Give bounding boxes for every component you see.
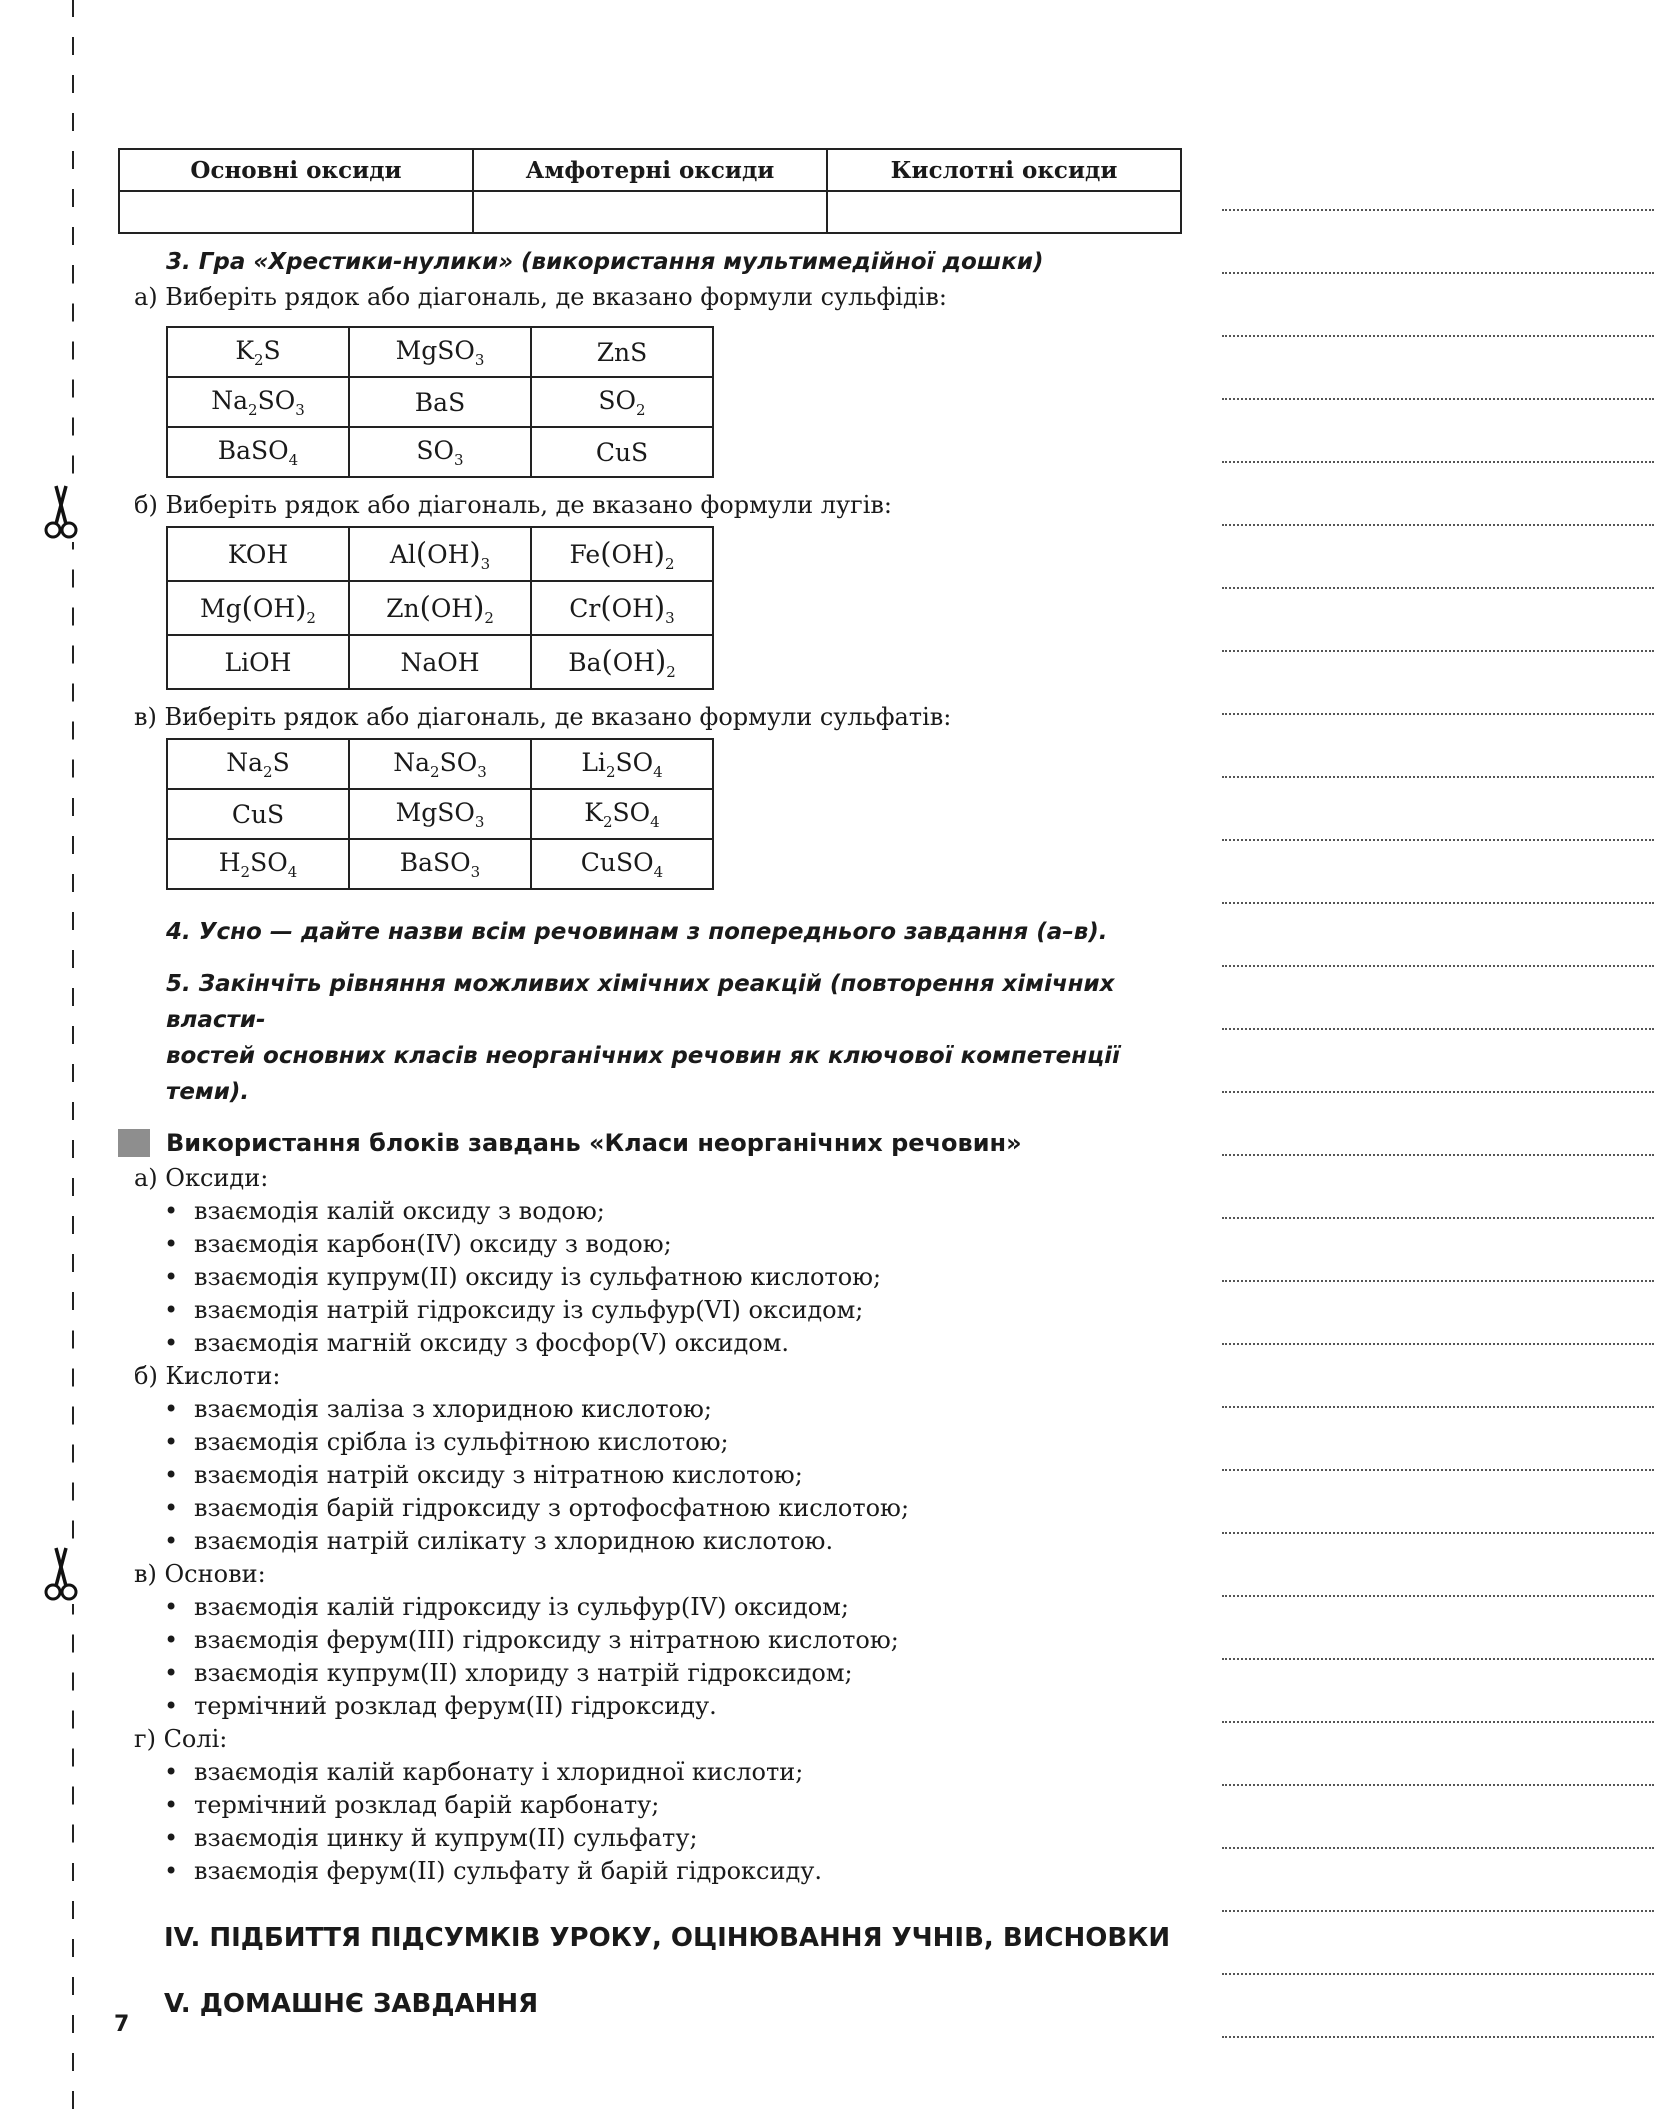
oxide-table-cell[interactable] xyxy=(119,191,473,233)
note-line[interactable] xyxy=(1222,274,1654,337)
bullet-icon: • xyxy=(164,1329,179,1357)
list-item xyxy=(164,1690,1183,1723)
list-item-text: взаємодія срібла із сульфітною кислотою; xyxy=(194,1428,729,1456)
note-line[interactable] xyxy=(1222,904,1654,967)
list-item xyxy=(164,1624,1183,1657)
grid-cell[interactable]: KOH xyxy=(167,527,349,581)
scissors-icon xyxy=(38,482,84,542)
task3c-question: в) Виберіть рядок або діагональ, де вказано формули сульфатів: xyxy=(134,703,952,731)
note-line[interactable] xyxy=(1222,400,1654,463)
list-item xyxy=(164,1228,1183,1261)
bullet-icon: • xyxy=(164,1197,179,1225)
bullet-icon: • xyxy=(164,1428,179,1456)
list-item xyxy=(164,1459,1183,1492)
list-item-text: взаємодія калій оксиду з водою; xyxy=(194,1197,605,1225)
list-item xyxy=(164,1195,1183,1228)
note-line[interactable] xyxy=(1222,1786,1654,1849)
list-item xyxy=(164,1327,1183,1360)
list-item-text: взаємодія калій гідроксиду із сульфур(IV) оксидом; xyxy=(194,1593,849,1621)
grid-cell[interactable]: $H_2SO_4$ xyxy=(167,839,349,889)
oxide-table-cell[interactable] xyxy=(827,191,1181,233)
section-iv-heading: IV. ПІДБИТТЯ ПІДСУМКІВ УРОКУ, ОЦІНЮВАННЯ УЧНІВ, ВИСНОВКИ xyxy=(164,1923,1171,1953)
note-line[interactable] xyxy=(1222,778,1654,841)
list-item xyxy=(164,1591,1183,1624)
grid-cell[interactable]: $Ba(OH)_2$ xyxy=(531,635,713,689)
blocks-heading xyxy=(118,1124,1183,1162)
grid-cell[interactable]: $Li_2SO_4$ xyxy=(531,739,713,789)
note-line[interactable] xyxy=(1222,337,1654,400)
note-line[interactable] xyxy=(1222,967,1654,1030)
grid-cell[interactable]: BaSO$_3$ xyxy=(349,839,531,889)
note-line[interactable] xyxy=(1222,1219,1654,1282)
grid-cell[interactable]: $Mg(OH)_2$ xyxy=(167,581,349,635)
list-item-text: взаємодія карбон(IV) оксиду з водою; xyxy=(194,1230,672,1258)
note-line[interactable] xyxy=(1222,841,1654,904)
task5-heading-line2: востей основних класів неорганічних речовин як ключової компетенції теми). xyxy=(166,1043,1120,1105)
list-item-text: взаємодія калій карбонату і хлоридної кислоти; xyxy=(194,1758,804,1786)
reaction-groups xyxy=(118,1162,1183,1888)
grid-cell[interactable]: BaS xyxy=(349,377,531,427)
bullet-icon: • xyxy=(164,1230,179,1258)
scissors-icon xyxy=(38,1544,84,1604)
task5-heading-line1: 5. Закінчіть рівняння можливих хімічних реакцій (повторення хімічних власти- xyxy=(166,971,1115,1033)
note-line[interactable] xyxy=(1222,1660,1654,1723)
group-label: г) Солі: xyxy=(134,1725,228,1753)
grid-cell[interactable]: MgSO$_3$ xyxy=(349,789,531,839)
note-line[interactable] xyxy=(1222,715,1654,778)
bullet-icon: • xyxy=(164,1791,179,1819)
note-line[interactable] xyxy=(1222,1282,1654,1345)
list-item xyxy=(164,1822,1183,1855)
grid-cell[interactable]: $Na_2SO_3$ xyxy=(167,377,349,427)
task3-heading: 3. Гра «Хрестики-нулики» (використання мультимедійної дошки) xyxy=(166,249,1044,275)
list-item-text: взаємодія натрій гідроксиду із сульфур(VI) оксидом; xyxy=(194,1296,864,1324)
note-line[interactable] xyxy=(1222,1471,1654,1534)
grid-cell[interactable]: $Fe(OH)_2$ xyxy=(531,527,713,581)
task3a-question: а) Виберіть рядок або діагональ, де вказано формули сульфідів: xyxy=(134,283,947,311)
grid-cell[interactable]: $Cr(OH)_3$ xyxy=(531,581,713,635)
sulfates-grid xyxy=(166,738,714,890)
bullet-icon: • xyxy=(164,1527,179,1555)
group-label: б) Кислоти: xyxy=(134,1362,281,1390)
note-line[interactable] xyxy=(1222,1093,1654,1156)
note-line[interactable] xyxy=(1222,1597,1654,1660)
list-item-text: взаємодія барій гідроксиду з ортофосфатною кислотою; xyxy=(194,1494,910,1522)
bullet-icon: • xyxy=(164,1824,179,1852)
task4-heading: 4. Усно — дайте назви всім речовинам з попереднього завдання (а–в). xyxy=(166,919,1108,945)
grid-cell[interactable]: $K_2S$ xyxy=(167,327,349,377)
bullet-icon: • xyxy=(164,1494,179,1522)
grid-cell[interactable]: NaOH xyxy=(349,635,531,689)
grid-cell[interactable]: $SO_2$ xyxy=(531,377,713,427)
grid-cell[interactable]: ZnS xyxy=(531,327,713,377)
bullet-icon: • xyxy=(164,1593,179,1621)
list-item-text: взаємодія ферум(III) гідроксиду з нітратною кислотою; xyxy=(194,1626,899,1654)
bullet-icon: • xyxy=(164,1692,179,1720)
note-line[interactable] xyxy=(1222,526,1654,589)
list-item xyxy=(164,1294,1183,1327)
bullet-icon: • xyxy=(164,1461,179,1489)
note-line[interactable] xyxy=(1222,211,1654,274)
note-line[interactable] xyxy=(1222,652,1654,715)
oxide-table-header: Амфотерні оксиди xyxy=(473,149,827,191)
grid-cell[interactable]: $Al(OH)_3$ xyxy=(349,527,531,581)
oxide-table-cell[interactable] xyxy=(473,191,827,233)
list-item-text: термічний розклад ферум(II) гідроксиду. xyxy=(194,1692,717,1720)
list-item-text: взаємодія магній оксиду з фосфор(V) оксидом. xyxy=(194,1329,790,1357)
note-line[interactable] xyxy=(1222,1156,1654,1219)
grid-cell[interactable]: MgSO$_3$ xyxy=(349,327,531,377)
grid-cell[interactable]: $Na_2SO_3$ xyxy=(349,739,531,789)
bullet-icon: • xyxy=(164,1758,179,1786)
page-number: 7 xyxy=(114,2012,130,2037)
notes-lines xyxy=(1222,148,1654,2038)
bullet-icon: • xyxy=(164,1296,179,1324)
grid-cell[interactable]: CuS xyxy=(531,427,713,477)
grid-cell[interactable]: $Zn(OH)_2$ xyxy=(349,581,531,635)
list-item-text: термічний розклад барій карбонату; xyxy=(194,1791,660,1819)
list-item-text: взаємодія заліза з хлоридною кислотою; xyxy=(194,1395,712,1423)
alkalis-grid xyxy=(166,526,714,690)
note-line[interactable] xyxy=(1222,463,1654,526)
note-line[interactable] xyxy=(1222,1408,1654,1471)
grid-cell[interactable]: $SO_3$ xyxy=(349,427,531,477)
grid-cell[interactable]: $K_2SO_4$ xyxy=(531,789,713,839)
section-marker xyxy=(118,1129,150,1157)
blocks-heading-text: Використання блоків завдань «Класи неорганічних речовин» xyxy=(166,1129,1022,1157)
oxide-table xyxy=(118,148,1182,234)
list-item xyxy=(164,1426,1183,1459)
list-item xyxy=(164,1393,1183,1426)
oxide-table-header: Основні оксиди xyxy=(119,149,473,191)
note-line[interactable] xyxy=(1222,1534,1654,1597)
bullet-icon: • xyxy=(164,1626,179,1654)
grid-cell[interactable]: CuS xyxy=(167,789,349,839)
list-item xyxy=(164,1855,1183,1888)
list-item xyxy=(164,1492,1183,1525)
group-label: в) Основи: xyxy=(134,1560,266,1588)
list-item xyxy=(164,1789,1183,1822)
list-item-text: взаємодія купрум(II) оксиду із сульфатною кислотою; xyxy=(194,1263,882,1291)
bullet-icon: • xyxy=(164,1263,179,1291)
list-item xyxy=(164,1756,1183,1789)
list-item-text: взаємодія купрум(II) хлориду з натрій гідроксидом; xyxy=(194,1659,853,1687)
oxide-table-header: Кислотні оксиди xyxy=(827,149,1181,191)
bullet-icon: • xyxy=(164,1395,179,1423)
bullet-icon: • xyxy=(164,1857,179,1885)
list-item-text: взаємодія натрій силікату з хлоридною кислотою. xyxy=(194,1527,834,1555)
note-line[interactable] xyxy=(1222,1723,1654,1786)
main-content xyxy=(118,148,1183,2024)
grid-cell[interactable]: CuSO$_4$ xyxy=(531,839,713,889)
task3b-question: б) Виберіть рядок або діагональ, де вказано формули лугів: xyxy=(134,491,892,519)
section-v-heading: V. ДОМАШНЄ ЗАВДАННЯ xyxy=(164,1989,539,2019)
list-item xyxy=(164,1261,1183,1294)
list-item xyxy=(164,1657,1183,1690)
note-line[interactable] xyxy=(1222,1345,1654,1408)
cut-line xyxy=(72,0,74,2126)
grid-cell[interactable]: $Na_2S$ xyxy=(167,739,349,789)
grid-cell[interactable]: BaSO$_4$ xyxy=(167,427,349,477)
list-item-text: взаємодія натрій оксиду з нітратною кислотою; xyxy=(194,1461,803,1489)
list-item xyxy=(164,1525,1183,1558)
list-item-text: взаємодія цинку й купрум(II) сульфату; xyxy=(194,1824,698,1852)
grid-cell[interactable]: LiOH xyxy=(167,635,349,689)
note-line[interactable] xyxy=(1222,1849,1654,1912)
note-line[interactable] xyxy=(1222,1912,1654,1975)
note-line[interactable] xyxy=(1222,589,1654,652)
list-item-text: взаємодія ферум(II) сульфату й барій гідроксиду. xyxy=(194,1857,822,1885)
note-line[interactable] xyxy=(1222,1030,1654,1093)
group-label: а) Оксиди: xyxy=(134,1164,269,1192)
note-line[interactable] xyxy=(1222,1975,1654,2038)
sulfides-grid xyxy=(166,326,714,478)
bullet-icon: • xyxy=(164,1659,179,1687)
note-line[interactable] xyxy=(1222,148,1654,211)
